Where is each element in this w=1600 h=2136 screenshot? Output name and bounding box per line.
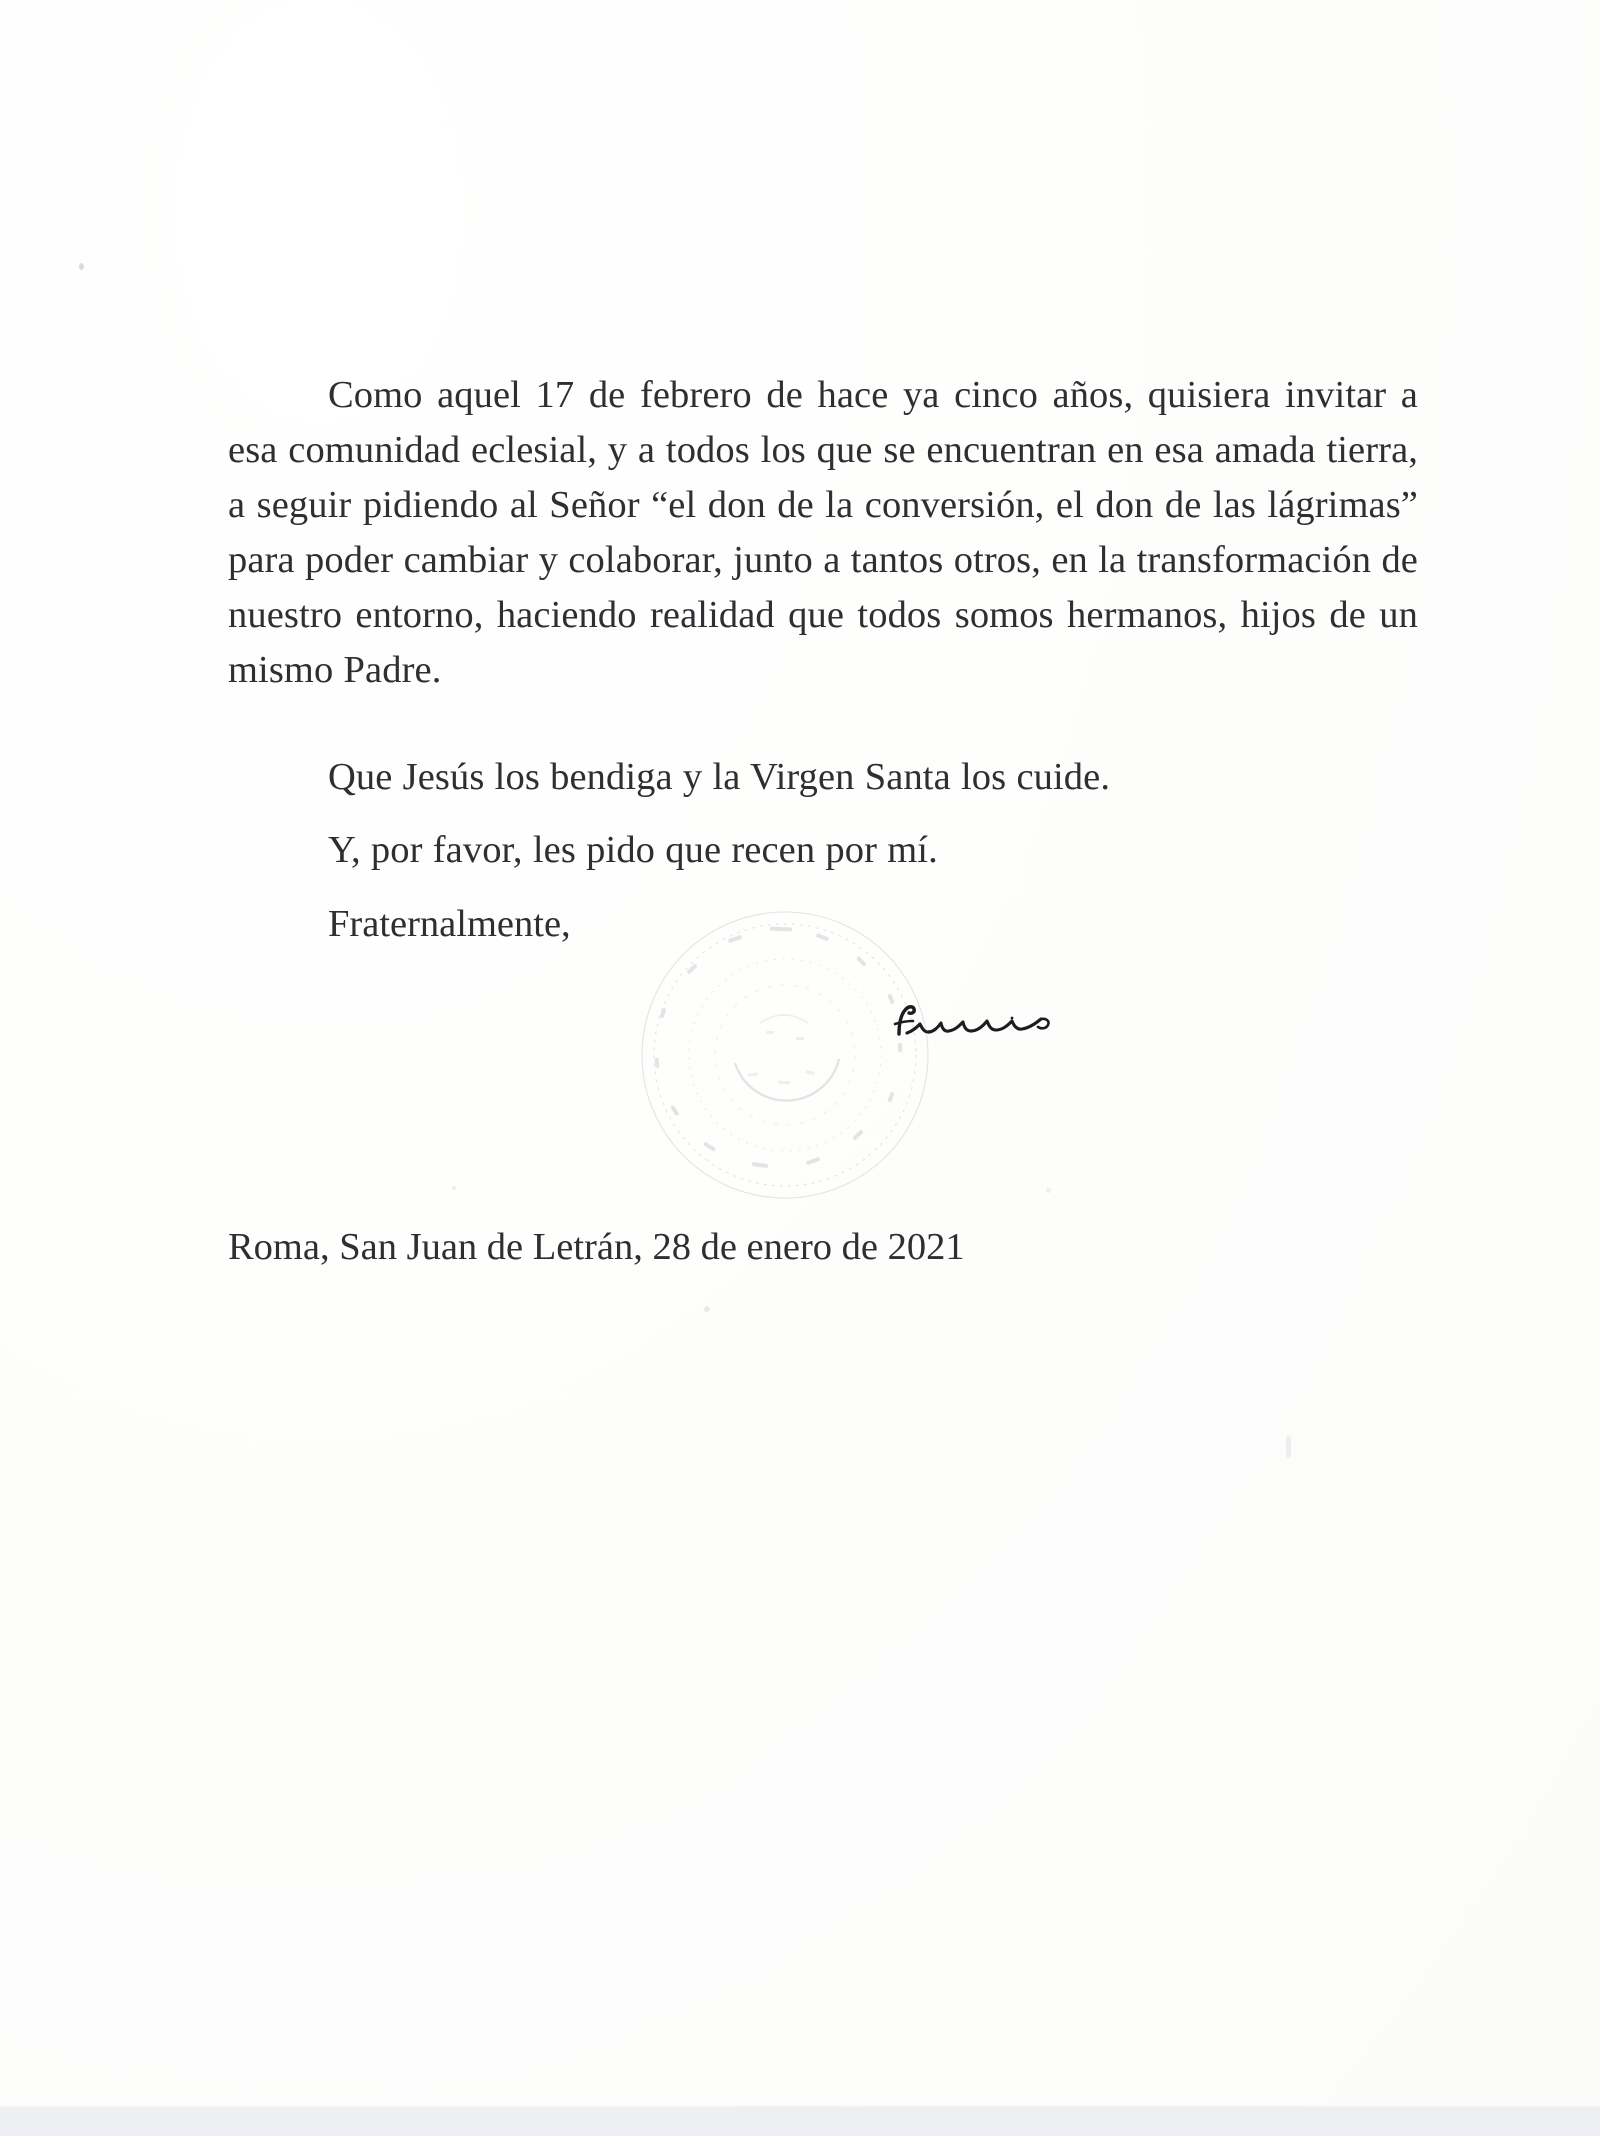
paragraph-spacer [228,805,1418,823]
paragraph-2: Que Jesús los bendiga y la Virgen Santa los cuide. [328,756,1111,798]
closing-salutation: Fraternalmente, [328,903,571,945]
signature [893,1000,1093,1058]
paragraph-1: Como aquel 17 de febrero de hace ya cinco años, quisiera invitar a esa comunidad eclesial, y a todos los que se encuentran en esa amada tierra, a seguir pidiendo al Señor “el don de la conversión, el don de las lágrimas” para poder cambiar y colaborar, junto a tantos otros, en la transformación de nuestro entorno, haciendo realidad que todos somos hermanos, hijos de un mismo Padre. [228,374,1418,691]
paragraph-spacer [228,878,1418,897]
paragraph-3: Y, por favor, les pido que recen por mí. [328,829,938,871]
paragraph-spacer [228,698,1418,750]
dateline: Roma, San Juan de Letrán, 28 de enero de 2021 [228,1226,965,1268]
letter-body [228,368,1418,952]
page-bottom-edge [0,2106,1600,2136]
